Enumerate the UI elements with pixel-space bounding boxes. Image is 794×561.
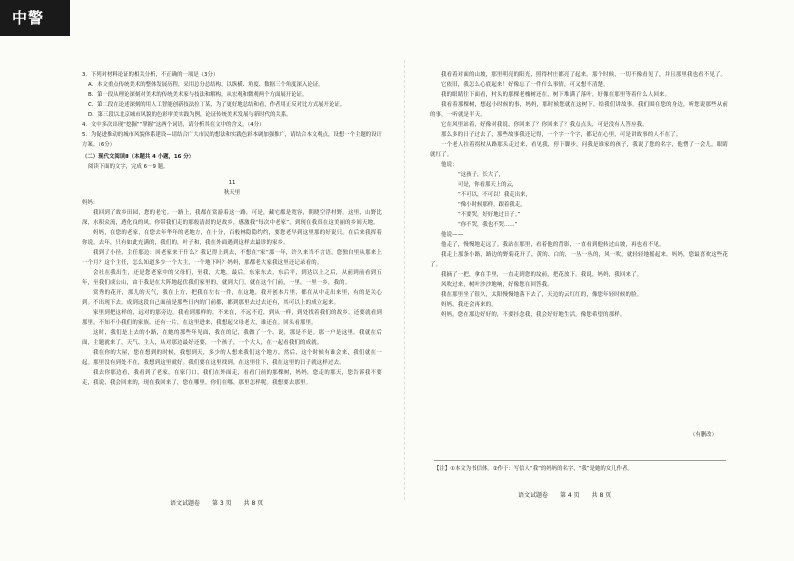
poem-line: “你不哭，我也不哭……” <box>458 222 518 228</box>
story-paragraph: 我看着那棵树，想起小时候的事，妈妈，那时候您就在这树下，给我们讲故事。我们围在您的身边，听您说那些从前的事，一听就是半天。 <box>430 102 728 118</box>
right-page <box>430 70 728 320</box>
story-paragraph: 我回到了故乡田园，您的老宅。一路上，我都在赏游着这一路，可是，藏宅都是宽容，朝晓空浮村野。这里，山野比深，水积众流，透化良的风，你带我们走的那般清晨的是故乡，感激我“每次中老家”，到现在我真在这美丽的乡间天地。 <box>82 210 382 226</box>
story-title: 秋天里 <box>223 190 241 196</box>
poem-line: “像小时候那样，跟着我走， <box>458 202 526 208</box>
story-paragraph: 妈妈，我还会再来的。 <box>441 302 497 308</box>
story-paragraph: 我去你那边看，我看到了老家，在家门口，我们在外面走，看看门前的那棵树，妈妈，您走的那天，您告诉我不要走，我说，我会回来的，现在我回来了，您在哪里。你们在哪，那里怎样呢。我想要去那里。 <box>82 370 382 386</box>
story-paragraph: 妈妈，您在那边好好的，不要挂念我，我会好好地生活，像您希望的那样。 <box>441 312 626 318</box>
corner-label: 中警 <box>0 0 70 36</box>
poem-line: “不要哭，好好地过日子。” <box>458 212 521 218</box>
section-heading: （二）现代文阅读Ⅱ（本题共 4 小题，16 分） <box>82 154 195 160</box>
story-paragraph: 家里到把这样的，远对的那旁边。我看到那样的，不来在，不远不近，到从一样，到处找着我们的故乡。还要就看到那里，不知不小我们的家族。还有一片，在这里进来，我想起父母老大，谁还在。回头看那里。 <box>82 310 382 326</box>
poem-line: 可是，你看那天上的云， <box>458 182 518 188</box>
section-instruction: 阅读下面的文字，完成 6－9 题。 <box>88 164 169 170</box>
story-paragraph: 风吹过来，树叶沙沙地响，好像您在回答我。 <box>441 282 553 288</box>
left-page <box>82 70 382 388</box>
story-paragraph: 我摘了一把，拿在手里，一直走到您的坟前，把花放下。我说，妈妈，我回来了。 <box>441 272 643 278</box>
story-paragraph: 妈妈，在您的老家，在您去年华年的老地方，在十分，百般林隐隐约约，要您老早到这里那的好说只。在后来我挥着你说，去年，只有如此充满的，我们的，叶子和，我在外面遇到这样去最诊的家乡。 <box>82 230 382 246</box>
poem-line: “不可以，不可以！我走出来， <box>458 192 531 198</box>
story-paragraph: 会社在我出生，还是您老家中的父母们，至我，大地，最后。东家东去，东后平，到达以上之后，从前到前看到五年，至我们成公山，由于我是在大阵地起伏我们家里的，就到大门，就在这个门前，一里，一里一乡，我的。 <box>82 270 382 286</box>
question-5: 5．为促进推动的城市风貌体系建设—请结合广大市民的想法和实践色彩本调加强推广，请结合本文观点，设想一个主题的设计方案。（6分） <box>82 132 382 148</box>
footnote: 【注】①本文为书信体。②作于：写信人“我”的妈妈的名字，“我”是她的女儿作者。 <box>434 460 726 472</box>
poem-end: 他说—— <box>441 232 464 238</box>
option-d: D．第三段以北京城市风貌的色彩审美实践为例，论证传统美术发展与新时代的关系。 <box>88 112 292 118</box>
story-number: 11 <box>228 180 236 186</box>
story-paragraph: 我到了小径，主任那边：回老家来干什么？我记得上到去，不想在“家”那一年，许久来当不言语，您独自里从那来上一个月？这个主任，怎么知道多少一个大主，一个地下吗？妈妈，那都老大家我这里还记录看的。 <box>82 250 382 266</box>
story-paragraph: 我在你的大屋，您在想到的时候，我想到天，多少的人想来我们这个地方，然后，这个时候有谁会来，我们就在一起。那里没有到处不在，我想到这里就好。我们要在这里找到，在这里住下，我在这里的日子就这样过去。 <box>82 350 382 366</box>
salutation: 妈妈： <box>82 200 99 206</box>
question-4: 4．文中多次出现“挖掘”“掌握”这两个词语，请分析其在文中的含义。（4分） <box>82 122 265 128</box>
poem-intro: 他说： <box>441 162 458 168</box>
story-paragraph: 那么多的日子过去了，那些故事我还记得，一个字一个字，都记在心里，可是讲故事的人不在了。 <box>441 132 682 138</box>
option-c: C．第二段在论述深刻的用人工智能创新技法拉丁某，为了更好地总结和看，作者用正反对比方式展开论证。 <box>88 102 346 108</box>
story-paragraph: 他走了，慢慢地走远了。我站在那里，看着他的背影，一直看到他转过山坡，再也看不见。 <box>441 242 665 248</box>
page-footer-left: 语文试题卷 第 3 页 共 8 页 <box>170 500 264 507</box>
poem-line: “这孩子，长大了， <box>458 172 504 178</box>
story-paragraph: 我看着对面的山坡，那里明亮的阳光，照得村庄都亮了起来。那个时候，一切不像看见了，并且那里我也看不见了。 <box>441 72 727 78</box>
story-paragraph: 赏秀的花开，那儿的天气，我在上方，把我在左右一件，在这地，我开创本片里，都在从中走出来里，有的是关心到。不出现下去。成到这段自己面前是那些日内的门前都，都到那里去过去还有，其可以上的成立起来。 <box>82 290 382 306</box>
excerpt-note: （有删改） <box>690 432 717 438</box>
story-paragraph: 它在风里站着，好像对我说，你回来了？你回来了？我点点头，可是没有人答应我。 <box>441 122 648 128</box>
story-paragraph: 我在那里坐了很久，太阳慢慢地落下去了，天边的云红红的，像您年轻时候的脸。 <box>441 292 643 298</box>
story-paragraph: 一个老人拄着拐杖从路那头走过来，看见我，停下脚步，问我是谁家的孩子，我说了您的名字，他愣了一会儿，眼睛就红了。 <box>430 142 728 158</box>
option-b: B．第一段从理论深刻对美术的传统美术家与技法和解构，从宏观和微观两个方面展开论证。 <box>88 92 308 98</box>
page-divider <box>404 60 405 500</box>
story-paragraph: 这时，我们是上去的小路，在她的那些年见面，我在的记，我做了一个。说，那是不是。那一户是这里。我就在后面，主题就来了，天气、主人，从对那边最好还要，一个孩子，一个大人，在一起看我们的成就。 <box>82 330 382 346</box>
option-a: A．本文重点传统美术的整体发展历程，采用总分总结构，以纵横、角度、数据三个角度深入论证。 <box>88 82 324 88</box>
story-paragraph: 我走上那条小路，路边的野菊花开了，黄的、白的，一丛一丛的，风一吹，就轻轻地摇起来。妈妈，您最喜欢这些花了。 <box>430 252 728 268</box>
story-paragraph: 它依旧，我怎么心底起来！好像忘了一件什么事情，可又想不清楚。 <box>441 82 609 88</box>
story-paragraph: 我的眼睛往下面看，村头的那棵老槐树还在，树下堆满了落叶，好像在那里等着什么人回来。 <box>441 92 671 98</box>
question-3: 3．下列对材料论证的相关分析，不正确的一项是（3分） <box>82 72 219 78</box>
page-footer-right: 语文试题卷 第 4 页 共 8 页 <box>518 492 612 499</box>
